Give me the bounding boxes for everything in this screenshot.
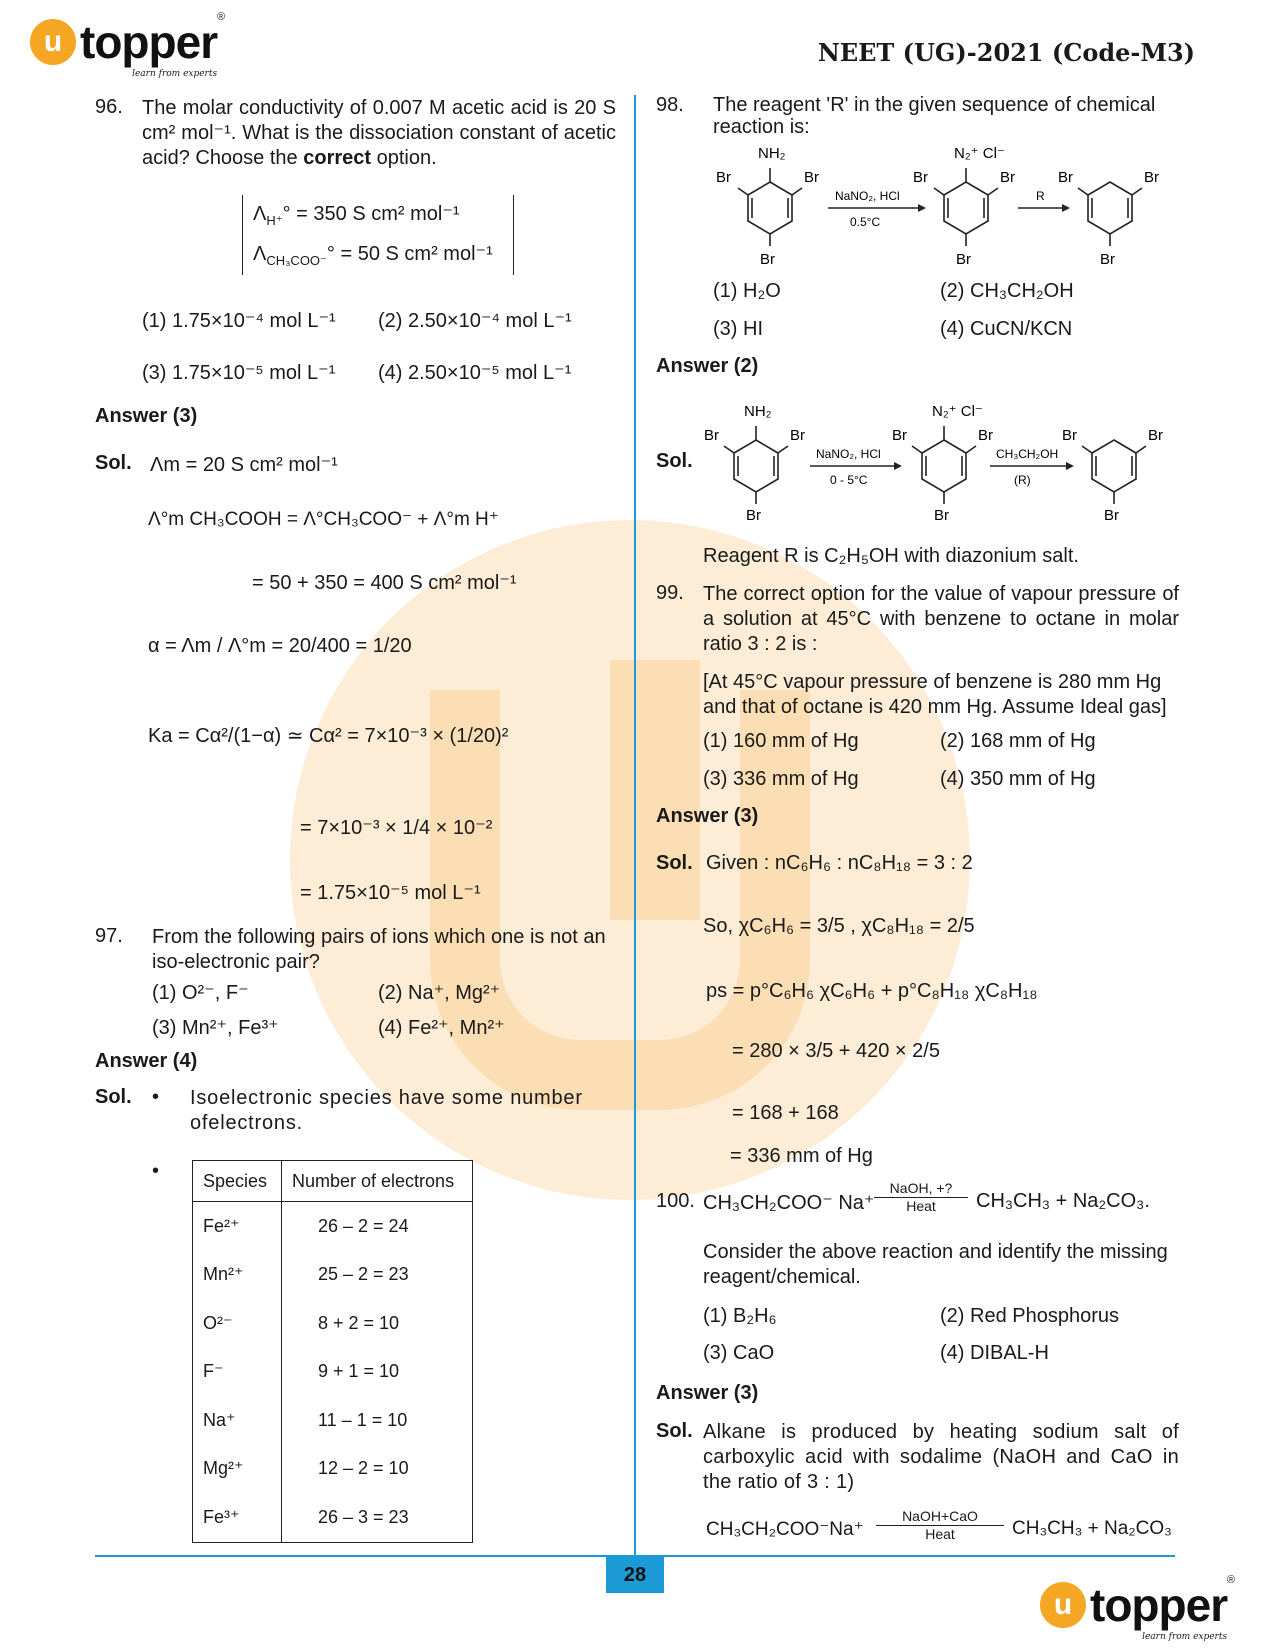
br-label: Br bbox=[760, 251, 775, 268]
table-cell-species: O²⁻ bbox=[193, 1299, 282, 1348]
q100-sol-arrow bbox=[876, 1508, 1004, 1542]
q100-sol-product: CH₃CH₃ + Na₂CO₃ bbox=[1012, 1518, 1172, 1539]
q100-option-3: (3) CaO bbox=[703, 1342, 775, 1364]
q97-number: 97. bbox=[95, 925, 123, 947]
benzene-ring-2 bbox=[944, 182, 988, 234]
br-label: Br bbox=[790, 427, 805, 444]
table-cell-electrons: 25 – 2 = 23 bbox=[282, 1251, 473, 1300]
q96-sol-line4: α = Λm / Λ°m = 20/400 = 1/20 bbox=[148, 635, 412, 657]
q99-sol-line3: ps = p°C₆H₆ χC₆H₆ + p°C₈H₁₈ χC₈H₁₈ bbox=[706, 980, 1038, 1002]
q96-text-bold: correct bbox=[303, 147, 372, 169]
table-cell-electrons: 8 + 2 = 10 bbox=[282, 1299, 473, 1348]
br-label: Br bbox=[934, 507, 949, 524]
q96-text-a: The molar conductivity of 0.007 M acetic acid is 20 S cm² mol⁻¹. What is the dissociation constant of acetic acid? Choose the bbox=[142, 97, 616, 169]
benzene-ring-3 bbox=[1088, 182, 1132, 234]
q99-note: [At 45°C vapour pressure of benzene is 280 mm Hg and that of octane is 420 mm Hg. Assume Ideal gas] bbox=[703, 671, 1167, 718]
br-label: Br bbox=[1058, 169, 1073, 186]
q100-sol-reactant: CH₃CH₂COO⁻Na⁺ bbox=[706, 1519, 864, 1540]
reagent1-top: NaNO₂, HCl bbox=[835, 189, 900, 203]
br-label: Br bbox=[1000, 169, 1015, 186]
q96-sol-line7: = 1.75×10⁻⁵ mol L⁻¹ bbox=[300, 882, 481, 904]
q96-given2: = 50 S cm² mol⁻¹ bbox=[340, 243, 493, 265]
br-label: Br bbox=[704, 427, 719, 444]
br-label: Br bbox=[804, 169, 819, 186]
br-label: Br bbox=[978, 427, 993, 444]
q99-sol-line4: = 280 × 3/5 + 420 × 2/5 bbox=[732, 1040, 940, 1062]
br-label: Br bbox=[1144, 169, 1159, 186]
q99-option-4: (4) 350 mm of Hg bbox=[940, 768, 1096, 790]
logo-tagline: learn from experts bbox=[132, 69, 218, 79]
given-lambda-h: $\Lambda_{H^+}^\circ = 350$ S cm² mol⁻¹ bbox=[253, 203, 460, 228]
table-header-species: Species bbox=[193, 1161, 282, 1202]
table-row bbox=[193, 1299, 473, 1348]
q98-reaction-scheme bbox=[700, 140, 1180, 275]
q100-product: CH₃CH₃ + Na₂CO₃. bbox=[976, 1190, 1150, 1212]
q99-sol-label: Sol. bbox=[656, 852, 693, 874]
table-row bbox=[193, 1202, 473, 1251]
q96-option-1: (1) 1.75×10⁻⁴ mol L⁻¹ bbox=[142, 310, 336, 332]
table-cell-electrons: 9 + 1 = 10 bbox=[282, 1348, 473, 1397]
table-cell-species: F⁻ bbox=[193, 1348, 282, 1397]
q96-option-4: (4) 2.50×10⁻⁵ mol L⁻¹ bbox=[378, 362, 572, 384]
brand-logo bbox=[30, 11, 226, 79]
q98-option-1: (1) H₂O bbox=[713, 280, 781, 302]
q100-option-4: (4) DIBAL-H bbox=[940, 1342, 1049, 1364]
table-cell-species: Mn²⁺ bbox=[193, 1251, 282, 1300]
q98-option-3: (3) HI bbox=[713, 318, 763, 340]
table-cell-electrons: 11 – 1 = 10 bbox=[282, 1396, 473, 1445]
given-lambda-acetate: $\Lambda_{CH_3COO^-}^\circ = 50$ S cm² mol⁻¹ bbox=[253, 243, 493, 268]
table-header-electrons: Number of electrons bbox=[282, 1161, 473, 1202]
table-row bbox=[193, 1396, 473, 1445]
q97-option-4: (4) Fe²⁺, Mn²⁺ bbox=[378, 1017, 505, 1039]
sol-reagent1-bottom: 0 - 5°C bbox=[830, 473, 868, 487]
n2cl-label: N₂⁺ Cl⁻ bbox=[954, 145, 1005, 162]
watermark-arrow-shape bbox=[610, 660, 700, 920]
table-cell-electrons: 26 – 3 = 23 bbox=[282, 1493, 473, 1542]
table-cell-species: Fe²⁺ bbox=[193, 1202, 282, 1251]
q100-arrow-top: NaOH, +? bbox=[889, 1180, 953, 1196]
q98-option-4: (4) CuCN/KCN bbox=[940, 318, 1073, 340]
q97-option-2: (2) Na⁺, Mg²⁺ bbox=[378, 982, 501, 1004]
q99-sol-line2: So, χC₆H₆ = 3/5 , χC₈H₁₈ = 2/5 bbox=[703, 915, 975, 937]
q100-arrow-bottom: Heat bbox=[906, 1198, 936, 1214]
nh2-label: NH₂ bbox=[744, 403, 772, 420]
q100-number: 100. bbox=[656, 1190, 695, 1212]
table-row bbox=[193, 1445, 473, 1494]
column-divider bbox=[634, 95, 636, 1565]
q96-given-box bbox=[242, 195, 514, 275]
q97-sol-text: Isoelectronic species have some number ofelectrons. bbox=[190, 1087, 583, 1134]
n2cl-label: N₂⁺ Cl⁻ bbox=[932, 403, 983, 420]
q98-sol-text: Reagent R is C₂H₅OH with diazonium salt. bbox=[703, 545, 1079, 567]
q98-answer: Answer (2) bbox=[656, 355, 759, 377]
table-cell-species: Na⁺ bbox=[193, 1396, 282, 1445]
q98-number: 98. bbox=[656, 94, 684, 116]
q96-text-b: option. bbox=[371, 147, 437, 169]
sol-reagent1-top: NaNO₂, HCl bbox=[816, 447, 881, 461]
q99-sol-line1: Given : nC₆H₆ : nC₈H₁₈ = 3 : 2 bbox=[706, 852, 973, 874]
q99-number: 99. bbox=[656, 582, 684, 604]
q97-option-3: (3) Mn²⁺, Fe³⁺ bbox=[152, 1017, 279, 1039]
logo-wordmark: topper bbox=[1090, 1579, 1228, 1631]
q100-reactant: CH₃CH₂COO⁻ Na⁺ bbox=[703, 1192, 875, 1214]
q97-sol-label: Sol. bbox=[95, 1086, 132, 1108]
table-row bbox=[193, 1493, 473, 1542]
table-row bbox=[193, 1251, 473, 1300]
logo-wordmark: topper bbox=[80, 16, 218, 68]
q96-given1: = 350 S cm² mol⁻¹ bbox=[296, 203, 460, 225]
sol-reagent2-bottom: (R) bbox=[1014, 473, 1031, 487]
footer-logo bbox=[1040, 1574, 1236, 1642]
page-number: 28 bbox=[606, 1557, 664, 1593]
electron-table bbox=[192, 1160, 473, 1543]
reagent2-top: R bbox=[1036, 189, 1045, 203]
q98-solution-scheme bbox=[698, 400, 1178, 530]
table-cell-electrons: 26 – 2 = 24 bbox=[282, 1202, 473, 1251]
q96-number: 96. bbox=[95, 96, 123, 118]
logo-tagline: learn from experts bbox=[1142, 1632, 1228, 1642]
q100-arrow bbox=[874, 1180, 968, 1214]
table-cell-species: Mg²⁺ bbox=[193, 1445, 282, 1494]
q99-option-1: (1) 160 mm of Hg bbox=[703, 730, 859, 752]
q96-sol-line1: Λm = 20 S cm² mol⁻¹ bbox=[150, 454, 338, 476]
q96-sol-label: Sol. bbox=[95, 452, 132, 474]
registered-icon: ® bbox=[217, 11, 226, 23]
br-label: Br bbox=[1148, 427, 1163, 444]
q100-option-1: (1) B₂H₆ bbox=[703, 1305, 777, 1327]
q99-option-3: (3) 336 mm of Hg bbox=[703, 768, 859, 790]
q99-answer: Answer (3) bbox=[656, 805, 759, 827]
table-cell-electrons: 12 – 2 = 10 bbox=[282, 1445, 473, 1494]
br-label: Br bbox=[1062, 427, 1077, 444]
q96-sol-line6: = 7×10⁻³ × 1/4 × 10⁻² bbox=[300, 817, 493, 839]
q96-sol-line2: Λ°m CH₃COOH = Λ°CH₃COO⁻ + Λ°m H⁺ bbox=[148, 509, 499, 530]
br-label: Br bbox=[956, 251, 971, 268]
q97-text: From the following pairs of ions which one is not an iso-electronic pair? bbox=[152, 926, 606, 973]
br-label: Br bbox=[913, 169, 928, 186]
exam-title: NEET (UG)-2021 (Code-M3) bbox=[817, 38, 1195, 67]
q100-option-2: (2) Red Phosphorus bbox=[940, 1305, 1119, 1327]
q96-option-3: (3) 1.75×10⁻⁵ mol L⁻¹ bbox=[142, 362, 336, 384]
q100-sol-arrow-top: NaOH+CaO bbox=[902, 1508, 978, 1524]
q96-sol-line3: = 50 + 350 = 400 S cm² mol⁻¹ bbox=[252, 572, 517, 594]
q99-sol-line5: = 168 + 168 bbox=[732, 1102, 839, 1124]
bullet-icon: • bbox=[152, 1160, 160, 1182]
q97-answer: Answer (4) bbox=[95, 1050, 198, 1072]
q100-sol-text: Alkane is produced by heating sodium salt of carboxylic acid with sodalime (NaOH and CaO in the ratio of 3 : 1) bbox=[703, 1421, 1179, 1493]
br-label: Br bbox=[1100, 251, 1115, 268]
benzene-ring-1 bbox=[748, 182, 792, 234]
q100-text: Consider the above reaction and identify the missing reagent/chemical. bbox=[703, 1241, 1168, 1288]
reagent1-bottom: 0.5°C bbox=[850, 215, 881, 229]
q97-option-1: (1) O²⁻, F⁻ bbox=[152, 982, 249, 1004]
br-label: Br bbox=[746, 507, 761, 524]
registered-icon: ® bbox=[1227, 1574, 1236, 1586]
bullet-icon: • bbox=[152, 1086, 160, 1108]
q100-sol-arrow-bottom: Heat bbox=[925, 1526, 955, 1542]
q99-option-2: (2) 168 mm of Hg bbox=[940, 730, 1096, 752]
sol-reagent2-top: CH₃CH₂OH bbox=[996, 447, 1059, 461]
q96-answer: Answer (3) bbox=[95, 405, 198, 427]
q98-text: The reagent 'R' in the given sequence of chemical reaction is: bbox=[713, 94, 1156, 138]
q100-sol-label: Sol. bbox=[656, 1420, 693, 1442]
q98-option-2: (2) CH₃CH₂OH bbox=[940, 280, 1074, 302]
logo-icon: u bbox=[30, 19, 76, 65]
logo-icon: u bbox=[1040, 1582, 1086, 1628]
nh2-label: NH₂ bbox=[758, 145, 786, 162]
table-row bbox=[193, 1348, 473, 1397]
br-label: Br bbox=[716, 169, 731, 186]
q99-text: The correct option for the value of vapour pressure of a solution at 45°C with benzene to octane in molar ratio 3 : 2 is : bbox=[703, 583, 1179, 655]
q99-sol-line6: = 336 mm of Hg bbox=[730, 1145, 873, 1167]
q96-option-2: (2) 2.50×10⁻⁴ mol L⁻¹ bbox=[378, 310, 572, 332]
q98-sol-label: Sol. bbox=[656, 450, 693, 472]
q100-answer: Answer (3) bbox=[656, 1382, 759, 1404]
br-label: Br bbox=[892, 427, 907, 444]
q96-sol-line5: Ka = Cα²/(1−α) ≃ Cα² = 7×10⁻³ × (1/20)² bbox=[148, 725, 509, 747]
br-label: Br bbox=[1104, 507, 1119, 524]
table-cell-species: Fe³⁺ bbox=[193, 1493, 282, 1542]
q96-text bbox=[142, 96, 616, 171]
